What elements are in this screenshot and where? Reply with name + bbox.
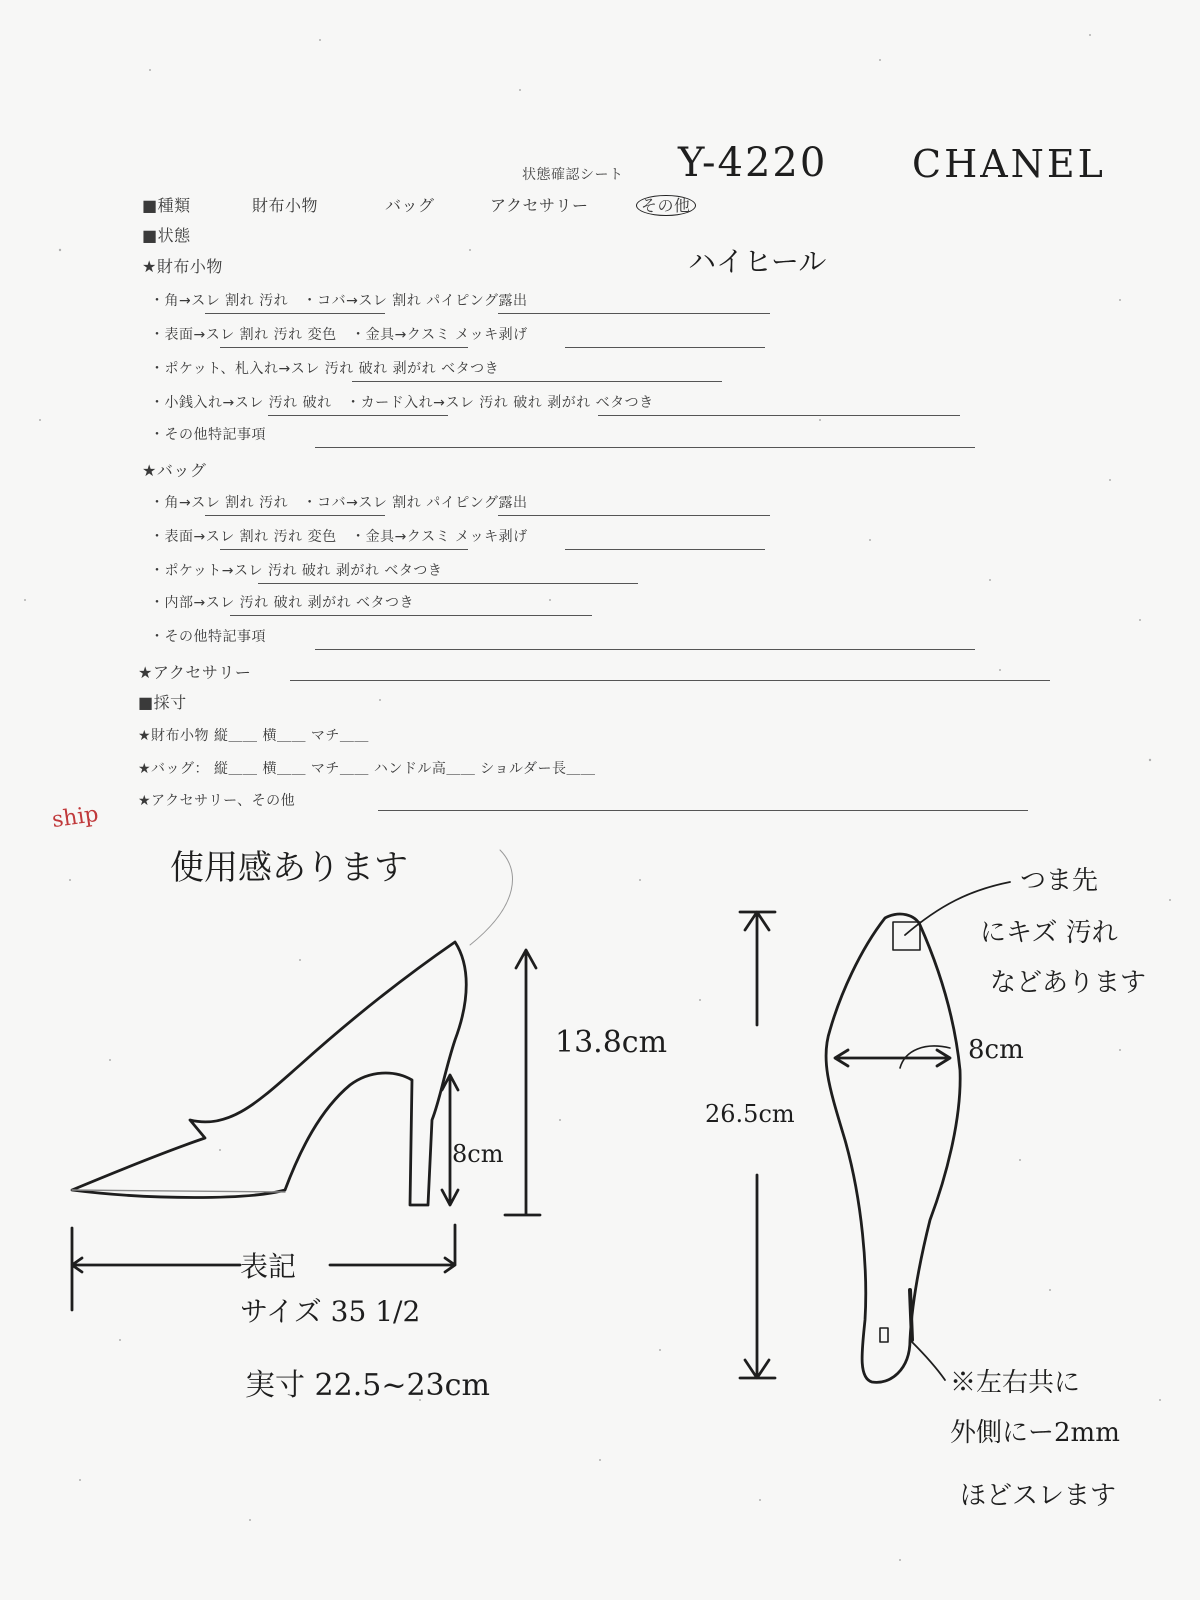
sheet-label: 状態確認シート [522,167,624,183]
category-option-wallet: 財布小物 [252,196,319,215]
heel-note-line-2: 外側にー2mm [950,1418,1120,1448]
wallet-line-3: ・ポケット、札入れ→スレ 汚れ 破れ 剥がれ ベタつき [150,361,500,377]
accessory-heading: ★アクセサリー [138,663,252,682]
heel-note-line-1: ※左右共に [950,1368,1081,1398]
bag-line-5: ・その他特記事項 [150,629,266,645]
toe-note-line-2: にキズ 汚れ [980,918,1118,948]
shoe-side-outline [72,942,466,1205]
bag-line-1: ・角→スレ 割れ 汚れ ・コバ→スレ 割れ パイピング露出 [150,495,528,511]
ship-mark: ship [50,801,101,834]
wallet-line-2: ・表面→スレ 割れ 汚れ 変色 ・金具→クスミ メッキ剥げ [150,327,528,343]
bag-line-4: ・内部→スレ 汚れ 破れ 剥がれ ベタつき [150,595,415,611]
sole-side-line [910,1290,912,1340]
selected-category: その他 [636,195,696,216]
category-heading: ■種類 [142,196,191,215]
wallet-line-5: ・その他特記事項 [150,427,266,443]
size-heading: ■採寸 [138,693,187,712]
bag-section-heading: ★バッグ [142,461,207,480]
label-size-title: 表記 [240,1250,297,1283]
category-option-bag: バッグ [385,196,435,215]
category-option-accessory: アクセサリー [490,196,589,215]
sole-width-arrow [835,1050,950,1066]
size-wallet-line: ★財布小物 縦＿＿ 横＿＿ マチ＿＿ [138,728,369,744]
total-height-arrow [505,950,540,1215]
brand-name: CHANEL [912,142,1106,186]
total-height-value: 13.8cm [555,1025,668,1060]
sole-length-value: 26.5cm [705,1100,795,1128]
bag-line-3: ・ポケット→スレ 汚れ 破れ 剥がれ ベタつき [150,563,443,579]
sole-top-outline [826,914,960,1382]
bag-line-2: ・表面→スレ 割れ 汚れ 変色 ・金具→クスミ メッキ剥げ [150,529,528,545]
actual-size-value: 実寸 22.5~23cm [245,1368,490,1403]
label-size-value: サイズ 35 1/2 [240,1295,421,1328]
toe-note-line-3: などあります [990,968,1147,998]
heel-height-value: 8cm [452,1140,504,1168]
shoe-side-sole-line [72,1190,285,1192]
sole-heel-mark [880,1328,888,1342]
size-accessory-line: ★アクセサリー、その他 [138,793,296,809]
item-type: ハイヒール [688,245,827,278]
wallet-line-1: ・角→スレ 割れ 汚れ ・コバ→スレ 割れ パイピング露出 [150,293,528,309]
sole-length-arrow [740,912,775,1378]
usage-note: 使用感あります [170,848,408,888]
status-heading: ■状態 [142,226,191,245]
heel-note-line-3: ほどスレます [960,1481,1117,1511]
sole-width-value: 8cm [968,1035,1024,1065]
wallet-section-heading: ★財布小物 [142,257,223,276]
shoe-side-guide [470,850,512,945]
heel-leader-line [912,1342,945,1380]
item-id-code: Y-4220 [678,140,828,186]
wallet-line-4: ・小銭入れ→スレ 汚れ 破れ ・カード入れ→スレ 汚れ 破れ 剥がれ ベタつき [150,395,654,411]
size-bag-line: ★バッグ： 縦＿＿ 横＿＿ マチ＿＿ ハンドル高＿＿ ショルダー長＿＿ [138,761,596,777]
toe-note-line-1: つま先 [1020,866,1099,896]
